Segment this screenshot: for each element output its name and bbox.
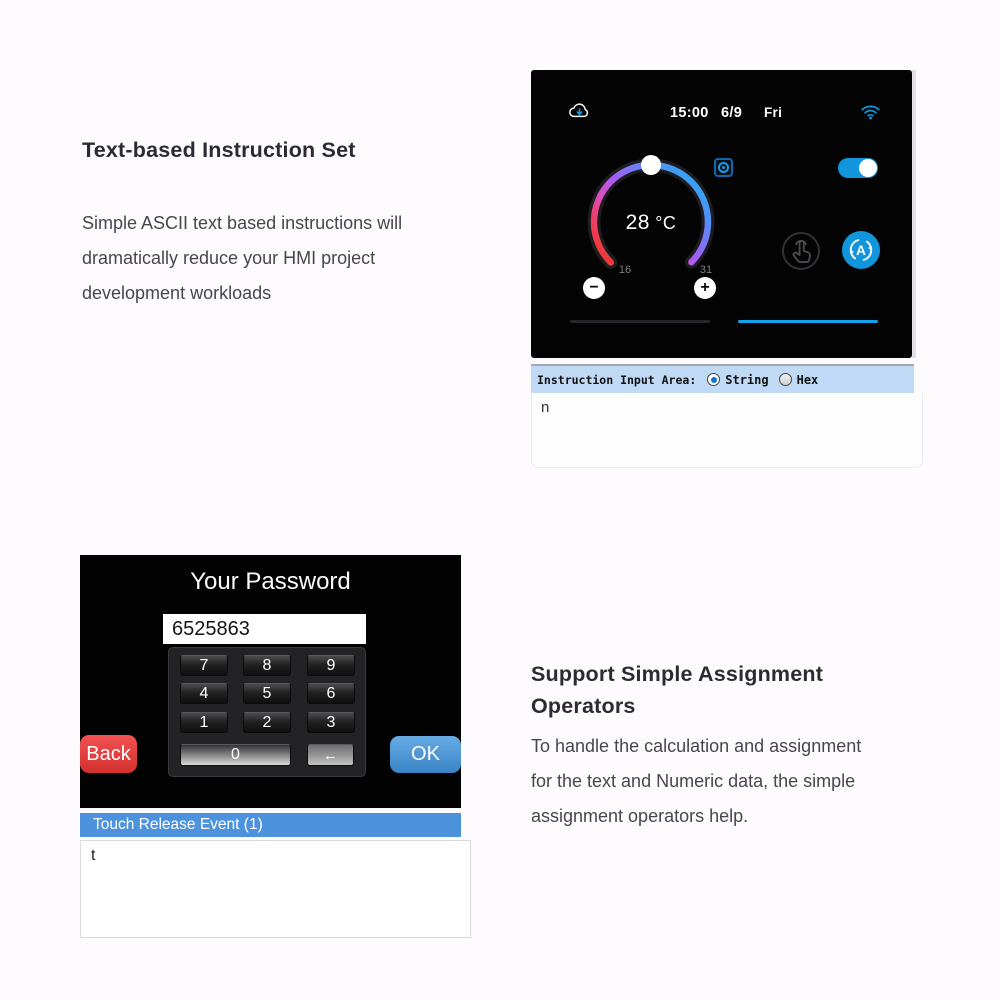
wifi-icon bbox=[860, 103, 881, 120]
radio-hex[interactable] bbox=[779, 373, 792, 386]
svg-text:A: A bbox=[856, 243, 866, 258]
instruction-input-header bbox=[531, 364, 914, 393]
slider-left[interactable] bbox=[570, 320, 710, 323]
backspace-icon: ← bbox=[323, 747, 338, 764]
key-9[interactable]: 9 bbox=[307, 655, 355, 676]
key-0[interactable]: 0 bbox=[180, 744, 291, 766]
temperature-plus-button[interactable]: + bbox=[694, 277, 716, 299]
gauge-knob[interactable] bbox=[641, 155, 661, 175]
manual-touch-button[interactable] bbox=[782, 232, 820, 270]
touch-release-event-header[interactable]: Touch Release Event (1) bbox=[80, 813, 461, 837]
radio-string[interactable] bbox=[707, 373, 720, 386]
key-backspace[interactable] bbox=[307, 744, 354, 766]
radio-string-dot bbox=[711, 377, 717, 383]
assignment-section-heading: Support Simple Assignment Operators bbox=[531, 662, 824, 718]
key-1[interactable]: 1 bbox=[180, 712, 228, 733]
key-8[interactable]: 8 bbox=[243, 655, 291, 676]
instruction-input-textarea[interactable]: n bbox=[531, 393, 923, 468]
target-mode-icon[interactable] bbox=[714, 158, 733, 177]
password-screen bbox=[80, 555, 461, 808]
key-2[interactable]: 2 bbox=[243, 712, 291, 733]
instruction-section-body: Simple ASCII text based instructions will dramatically reduce your HMI project development workloads bbox=[82, 213, 403, 303]
gauge-max-label: 31 bbox=[699, 264, 713, 276]
gauge-min-label: 16 bbox=[618, 264, 632, 276]
auto-mode-button[interactable] bbox=[842, 231, 880, 269]
power-toggle[interactable] bbox=[838, 158, 878, 178]
key-5[interactable]: 5 bbox=[243, 683, 291, 704]
status-time: 15:00 bbox=[670, 105, 709, 121]
temperature-minus-button[interactable]: − bbox=[583, 277, 605, 299]
back-button[interactable]: Back bbox=[80, 735, 137, 773]
hand-tap-icon bbox=[784, 234, 818, 268]
status-date: 6/9 bbox=[721, 105, 743, 121]
radio-hex-label[interactable]: Hex bbox=[796, 372, 819, 387]
key-4[interactable]: 4 bbox=[180, 683, 228, 704]
toggle-knob[interactable] bbox=[859, 159, 877, 177]
target-ring bbox=[718, 162, 729, 173]
radio-string-label[interactable]: String bbox=[725, 372, 769, 387]
panel-edge-highlight bbox=[912, 70, 916, 358]
ok-button[interactable]: OK bbox=[390, 736, 461, 773]
event-script-textarea[interactable]: t bbox=[80, 840, 471, 938]
password-title: Your Password bbox=[190, 568, 351, 595]
assignment-section-body: To handle the calculation and assignment for the text and Numeric data, the simple assignment operators help. bbox=[531, 736, 862, 826]
cloud-download-icon bbox=[568, 101, 591, 121]
instruction-section-heading: Text-based Instruction Set bbox=[82, 138, 356, 162]
numeric-keypad bbox=[168, 647, 366, 777]
target-dot bbox=[722, 166, 725, 169]
key-7[interactable]: 7 bbox=[180, 655, 228, 676]
instruction-input-label: Instruction Input Area: bbox=[537, 372, 697, 387]
gauge-temperature-readout: 28 °C bbox=[625, 211, 677, 234]
slider-right[interactable] bbox=[738, 320, 878, 323]
key-6[interactable]: 6 bbox=[307, 683, 355, 704]
key-3[interactable]: 3 bbox=[307, 712, 355, 733]
thermostat-screen bbox=[531, 70, 912, 358]
password-input-field[interactable]: 6525863 bbox=[163, 614, 366, 644]
status-day: Fri bbox=[764, 105, 783, 120]
auto-cycle-icon bbox=[846, 235, 876, 265]
